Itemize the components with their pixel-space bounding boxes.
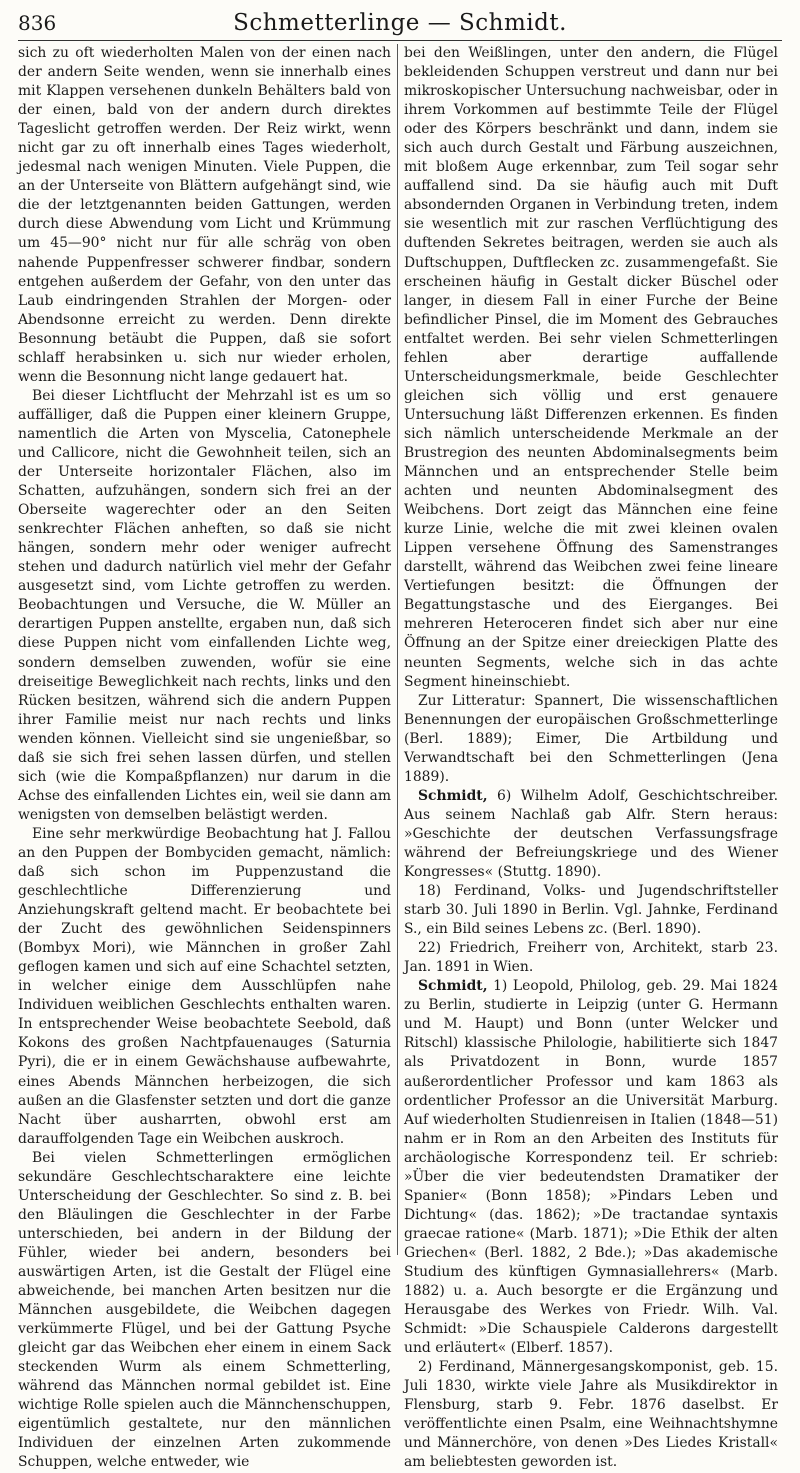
entry-headword: Schmidt, bbox=[418, 978, 488, 995]
encyclopedia-entry bbox=[404, 787, 778, 882]
page-number: 836 bbox=[18, 11, 57, 35]
encyclopedia-entry bbox=[404, 977, 778, 1358]
entry-text: 6) Wilhelm Adolf, Geschichtschreiber. Aus seinem Nachlaß gab Alfr. Stern heraus: »Geschichte der deutschen Verfassungsfrage während der Befreiungskriege und des Wiener Kongresses« (Stuttg. 1890). bbox=[404, 787, 778, 881]
entry-headword: Schmidt, bbox=[418, 787, 488, 804]
paragraph: Bei dieser Lichtflucht der Mehrzahl ist es um so auffälliger, daß die Puppen einer kleinern Gruppe, namentlich die Arten von Myscelia, Catonephele und Callicore, nicht die Gewohnheit teilen, sich an der Unterseite horizontaler Flächen, also im Schatten, aufzuhängen, sondern sich frei an der Oberseite wagerechter oder an den Seiten senkrechter Flächen anheften, so daß sie nicht hängen, sondern mehr oder weniger aufrecht stehen und dadurch natürlich viel mehr der Gefahr ausgesetzt sind, vom Lichte getroffen zu werden. Beobachtungen und Versuche, die W. Müller an derartigen Puppen anstellte, ergaben nun, daß sich diese Puppen nicht vom einfallenden Lichte weg, sondern demselben zuwenden, wofür sie eine dreiseitige Beweglichkeit nach rechts, links und den Rücken besitzen, während sich die andern Puppen ihrer Familie meist nur nach rechts und links wenden können. Vielleicht sind sie ungenießbar, so daß sie sich frei sehen lassen dürfen, und stellen sich (wie die Kompaßpflanzen) nur darum in die Achse des einfallenden Lichtes ein, weil sie dann am wenigsten von demselben belästigt werden. bbox=[18, 387, 391, 823]
paragraph: 2) Ferdinand, Männergesangskomponist, geb. 15. Juli 1830, wirkte viele Jahre als Musikdirektor in Flensburg, starb 9. Febr. 1876 daselbst. Er veröffentlichte einen Psalm, eine Weihnachtshymne und Männerchöre, von denen »Des Liedes Kristall« am beliebtesten geworden ist. bbox=[404, 1359, 778, 1471]
paragraph: Eine sehr merkwürdige Beobachtung hat J. Fallou an den Puppen der Bombyciden gemacht, nämlich: daß sich schon im Puppenzustand die geschlechtliche Differenzierung und Anziehungskraft geltend macht. Er beobachtete bei der Zucht des gewöhnlichen Seidenspinners (Bombyx Mori), wie Männchen in großer Zahl geflogen kamen und sich auf eine Schachtel setzten, in welcher einige dem Ausschlüpfen nahe Individuen weiblichen Geschlechts enthalten waren. In entsprechender Weise beobachtete Seebold, daß Kokons des großen Nachtpfauenauges (Saturnia Pyri), die er in einem Gewächshause aufbewahrte, eines Abends Männchen herbeizogen, die sich außen an die Glasfenster setzten und dort die ganze Nacht über ausharrten, obwohl erst am darauffolgenden Tage ein Weibchen auskroch. bbox=[18, 825, 391, 1147]
left-column bbox=[18, 44, 398, 1471]
paragraph: Bei vielen Schmetterlingen ermöglichen sekundäre Geschlechtscharaktere eine leichte Unterscheidung der Geschlechter. So sind z. B. bei den Bläulingen die Geschlechter in der Farbe unterschieden, bei andern in der Bildung der Fühler, wieder bei andern, besonders bei auswärtigen Arten, ist die Gestalt der Flügel eine abweichende, bei manchen Arten besitzen nur die Männchen ausgebildete, die Weibchen dagegen verkümmerte Flügel, und bei der Gattung Psyche gleicht gar das Weibchen eher einem in einem Sack steckenden Wurm als einem Schmetterling, während das Männchen normal gebildet ist. Eine wichtige Rolle spielen auch die Männchenschuppen, eigentümlich gestaltete, nur den männlichen Individuen der einzelnen Arten zukommende Schuppen, welche entweder, wie bbox=[18, 1149, 391, 1471]
paragraph: bei den Weißlingen, unter den andern, die Flügel bekleidenden Schuppen verstreut und dann nur bei mikroskopischer Untersuchung nachweisbar, oder in ihrem Vorkommen auf bestimmte Teile der Flügel oder des Körpers beschränkt und dann, indem sie sich auch durch Gestalt und Färbung auszeichnen, mit bloßem Auge erkennbar, zum Teil sogar sehr auffallend sind. Da sie häufig auch mit Duft absondernden Organen in Verbindung treten, indem sie wesentlich mit zur raschen Verflüchtigung des duftenden Sekretes beitragen, werden sie auch als Duftschuppen, Duftflecken zc. zusammengefaßt. Sie erscheinen häufig in Gestalt dicker Büschel oder langer, in diesem Fall in einer Furche der Beine befindlicher Pinsel, die im Moment des Gebrauches entfaltet werden. Bei sehr vielen Schmetterlingen fehlen aber derartige auffallende Unterscheidungsmerkmale, beide Geschlechter gleichen sich völlig und erst genauere Untersuchung läßt Differenzen erkennen. Es finden sich nämlich unterscheidende Merkmale an der Brustregion des neunten Abdominalsegments beim Männchen und an entsprechender Stelle beim achten und neunten Abdominalsegment des Weibchens. Dort zeigt das Männchen eine feine kurze Linie, welche die mit zwei kleinen ovalen Lippen versehene Öffnung des Samenstranges darstellt, während das Weibchen zwei feine lineare Vertiefungen besitzt: die Öffnungen der Begattungstasche und des Eierganges. Bei mehreren Heteroceren findet sich aber nur eine Öffnung an der Spitze einer dreieckigen Platte des neunten Segments, welche sich in das achte Segment hineinschiebt. bbox=[404, 45, 778, 690]
page-header bbox=[18, 6, 782, 41]
paragraph: Zur Litteratur: Spannert, Die wissenschaftlichen Benennungen der europäischen Großschmetterlinge (Berl. 1889); Eimer, Die Artbildung und Verwandtschaft bei den Schmetterlingen (Jena 1889). bbox=[404, 692, 778, 785]
paragraph: 18) Ferdinand, Volks- und Jugendschriftsteller starb 30. Juli 1890 in Berlin. Vgl. Jahnke, Ferdinand S., ein Bild seines Lebens zc. (Berl. 1890). bbox=[404, 883, 778, 938]
entry-text: 1) Leopold, Philolog, geb. 29. Mai 1824 zu Berlin, studierte in Leipzig (unter G. Hermann und M. Haupt) und Bonn (unter Welcker und Ritschl) klassische Philologie, habilitierte sich 1847 als Privatdozent in Bonn, wurde 1857 außerordentlicher Professor und kam 1863 als ordentlicher Professor an die Universität Marburg. Auf wiederholten Studienreisen in Italien (1848—51) nahm er in Rom an den Arbeiten des Instituts für archäologische Korrespondenz teil. Er schrieb: »Über die vier bedeutendsten Dramatiker der Spanier« (Bonn 1858); »Pindars Leben und Dichtung« (das. 1862); »De tractandae syntaxis graecae ratione« (Marb. 1871); »Die Ethik der alten Griechen« (Berl. 1882, 2 Bde.); »Das akademische Studium des künftigen Gymnasiallehrers« (Marb. 1882) u. a. Auch besorgte er die Ergänzung und Herausgabe des Werkes von Friedr. Wilh. Val. Schmidt: »Die Schauspiele Calderons dargestellt und erläutert« (Elberf. 1857). bbox=[404, 978, 778, 1357]
running-title: Schmetterlinge — Schmidt. bbox=[233, 10, 567, 36]
paragraph: 22) Friedrich, Freiherr von, Architekt, starb 23. Jan. 1891 in Wien. bbox=[404, 940, 778, 976]
text-columns bbox=[18, 44, 782, 1471]
paragraph: sich zu oft wiederholten Malen von der einen nach der andern Seite wenden, wenn sie innerhalb eines mit Klappen versehenen dunkeln Behälters bald von der einen, bald von der andern durch direktes Tageslicht getroffen werden. Der Reiz wirkt, wenn nicht gar zu oft innerhalb eines Tages wiederholt, jedesmal nach wenigen Minuten. Viele Puppen, die an der Unterseite von Blättern aufgehängt sind, wie die der letztgenannten beiden Gattungen, werden durch diese Abwendung vom Licht und Krümmung um 45—90° nicht nur für alle schräg von oben nahende Puppenfresser schwerer findbar, sondern entgehen außerdem der Gefahr, von den unter das Laub eindringenden Strahlen der Morgen- oder Abendsonne erreicht zu werden. Denn direkte Besonnung betäubt die Puppen, daß sie sofort schlaff herabsinken u. sich nur wieder erholen, wenn die Besonnung nicht lange gedauert hat. bbox=[18, 45, 391, 385]
right-column bbox=[398, 44, 778, 1471]
